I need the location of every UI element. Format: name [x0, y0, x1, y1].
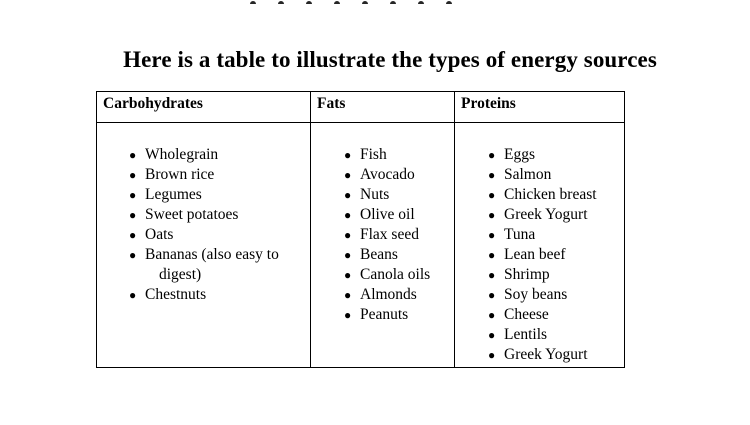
list-item: ● Nuts	[344, 185, 454, 205]
list-item: ● Chicken breast	[488, 185, 624, 205]
proteins-cell	[455, 123, 625, 368]
list-item: ● Sweet potatoes	[129, 205, 310, 225]
list-item: ● Greek Yogurt	[488, 345, 624, 365]
list-item-continuation: digest)	[159, 266, 202, 283]
list-item: ● Chestnuts	[129, 285, 310, 305]
list-item: ● Peanuts	[344, 305, 454, 325]
list-item: ● Fish	[344, 145, 454, 165]
list-item: ● Wholegrain	[129, 145, 310, 165]
fats-list	[344, 145, 454, 325]
list-item-text: Bananas (also easy to	[145, 246, 279, 263]
list-item: ● Cheese	[488, 305, 624, 325]
header-proteins: Proteins	[455, 92, 625, 123]
header-fats: Fats	[311, 92, 455, 123]
list-item: ● Brown rice	[129, 165, 310, 185]
list-item: ● Shrimp	[488, 265, 624, 285]
list-item: ● Soy beans	[488, 285, 624, 305]
table-header-row	[97, 92, 625, 123]
carbohydrates-cell	[97, 123, 311, 368]
list-item: ● Olive oil	[344, 205, 454, 225]
list-item: ● Lean beef	[488, 245, 624, 265]
list-item: ● Eggs	[488, 145, 624, 165]
cropped-text-fragment	[250, 0, 510, 4]
list-item: ● Tuna	[488, 225, 624, 245]
carbohydrates-list	[129, 145, 310, 305]
list-item-bananas	[129, 245, 310, 285]
list-item: ● Avocado	[344, 165, 454, 185]
list-item: ● Salmon	[488, 165, 624, 185]
list-item: ● Legumes	[129, 185, 310, 205]
energy-sources-table	[96, 91, 625, 368]
list-item: ● Greek Yogurt	[488, 205, 624, 225]
list-item: ● Almonds	[344, 285, 454, 305]
list-item: ● Oats	[129, 225, 310, 245]
table-row	[97, 123, 625, 368]
fats-cell	[311, 123, 455, 368]
list-item: ● Lentils	[488, 325, 624, 345]
page-title: Here is a table to illustrate the types of energy sources	[123, 47, 657, 73]
proteins-list	[488, 145, 624, 365]
list-item: ● Beans	[344, 245, 454, 265]
header-carbohydrates: Carbohydrates	[97, 92, 311, 123]
list-item: ● Flax seed	[344, 225, 454, 245]
list-item: ● Canola oils	[344, 265, 454, 285]
